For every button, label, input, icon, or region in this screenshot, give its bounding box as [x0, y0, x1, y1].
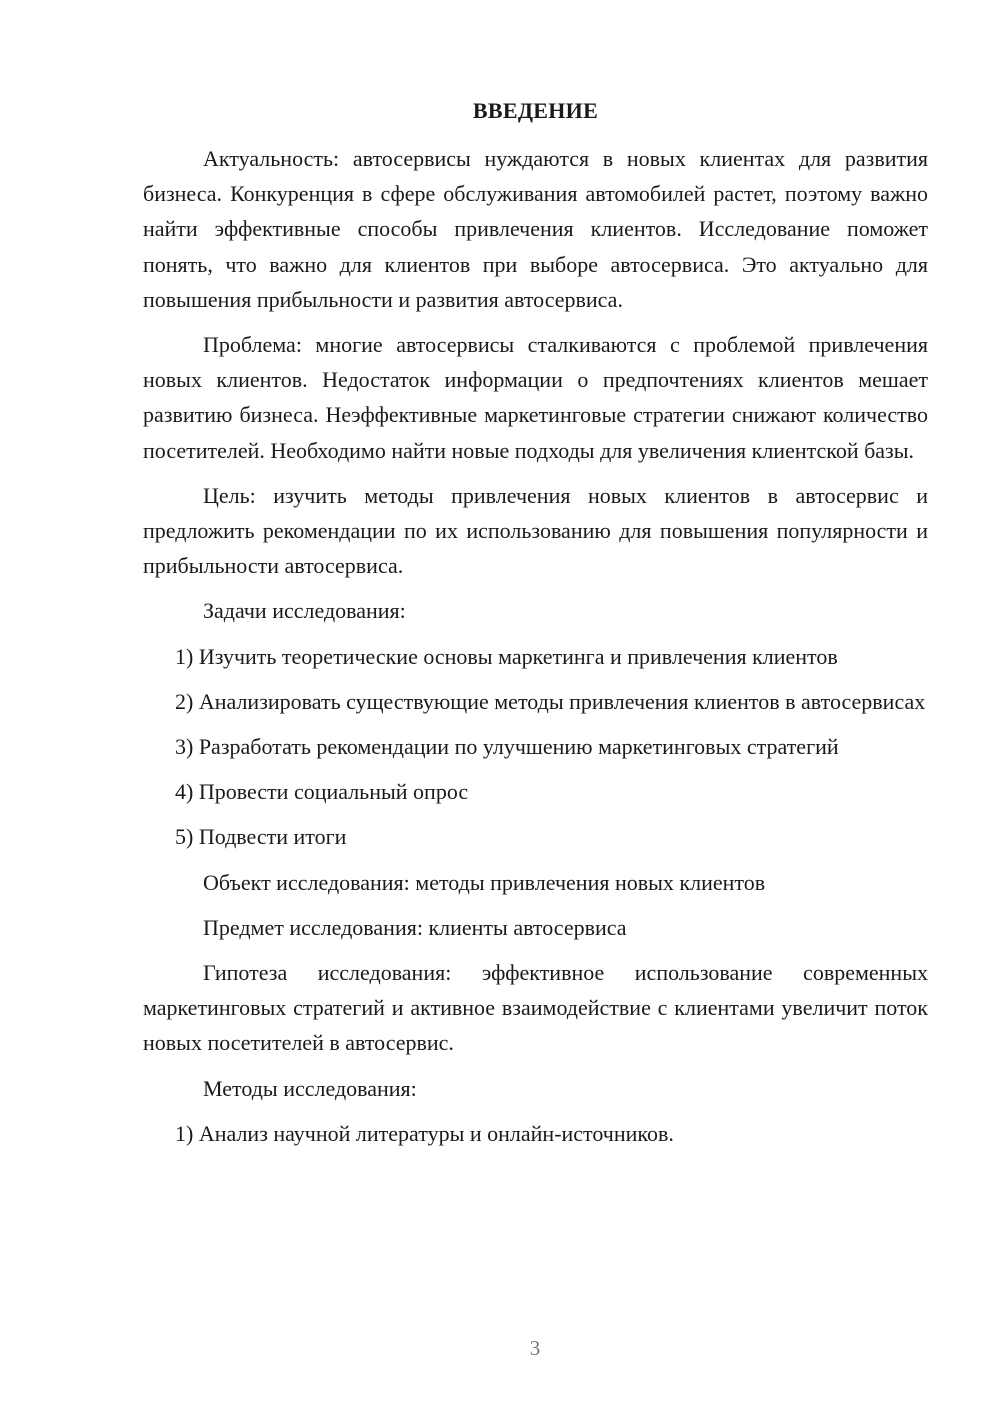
page-number: 3 — [529, 1336, 541, 1360]
paragraph-problem: Проблема: многие автосервисы сталкиваются с проблемой привлечения новых клиентов. Недостаток информации о предпочтениях клиентов мешает развитию бизнеса. Неэффективные маркетинговые стратегии снижают количество посетителей. Необходимо найти новые подходы для увеличения клиентской базы. — [143, 332, 928, 463]
tasks-heading: Задачи исследования: — [203, 598, 406, 624]
section-title: ВВЕДЕНИЕ — [472, 98, 599, 123]
research-subject: Предмет исследования: клиенты автосервиса — [203, 914, 627, 940]
task-item-3: 3) Разработать рекомендации по улучшению маркетинговых стратегий — [175, 734, 839, 760]
task-item-4: 4) Провести социальный опрос — [175, 779, 469, 805]
research-object: Объект исследования: методы привлечения новых клиентов — [203, 869, 766, 895]
method-item-1: 1) Анализ научной литературы и онлайн-источников. — [175, 1120, 674, 1146]
task-item-1: 1) Изучить теоретические основы маркетинга и привлечения клиентов — [175, 643, 838, 669]
methods-heading: Методы исследования: — [203, 1075, 417, 1101]
page-body — [143, 141, 928, 1161]
research-hypothesis: Гипотеза исследования: эффективное использование современных маркетинговых стратегий и активное взаимодействие с клиентами увеличит поток новых посетителей в автосервис. — [143, 960, 928, 1056]
paragraph-goal: Цель: изучить методы привлечения новых клиентов в автосервис и предложить рекомендации по их использованию для повышения популярности и прибыльности автосервиса. — [143, 482, 928, 579]
paragraph-relevance: Актуальность: автосервисы нуждаются в новых клиентах для развития бизнеса. Конкуренция в сфере обслуживания автомобилей растет, поэтому важно найти эффективные способы привлечения клиентов. Исследование поможет понять, что важно для клиентов при выборе автосервиса. Это актуально для повышения прибыльности и развития автосервиса. — [143, 146, 928, 312]
task-item-2: 2) Анализировать существующие методы привлечения клиентов в автосервисах — [175, 688, 926, 714]
task-item-5: 5) Подвести итоги — [175, 824, 347, 850]
